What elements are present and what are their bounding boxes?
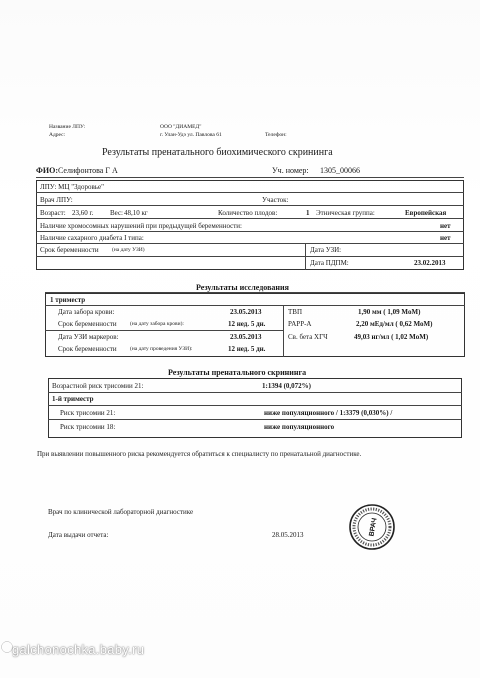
fio-label: ФИО: <box>36 166 58 175</box>
fetus-count-label: Количество плодов: <box>218 209 278 217</box>
fio-value: Селифонтова Г А <box>58 166 118 175</box>
age-label: Возраст: <box>40 209 66 217</box>
recommendation-note: При выявлении повышенного риска рекомендуется обратиться к специалисту по пренатальной диагностике. <box>37 450 362 458</box>
term-us-note: (на дату проведения УЗИ): <box>130 346 193 352</box>
blood-date-value: 23.05.2013 <box>230 308 262 316</box>
divider <box>36 192 464 193</box>
divider <box>48 392 462 393</box>
phone-label: Телефон: <box>265 132 287 138</box>
blood-date-label: Дата забора крови: <box>58 308 115 316</box>
screening-trimester: 1-й триместр <box>52 395 94 403</box>
t18-risk-label: Риск трисомии 18: <box>60 423 116 431</box>
us-date-label: Дата УЗИ: <box>310 246 342 254</box>
term-us-label: Срок беременности <box>58 345 117 353</box>
ethnic-value: Европейская <box>405 209 447 217</box>
lpu-name-label: Название ЛПУ: <box>49 124 86 130</box>
lab-doctor-label: Врач по клинической лабораторной диагностике <box>48 508 194 516</box>
t21-risk-label: Риск трисомии 21: <box>60 409 116 417</box>
stamp-text: ВРАЧ <box>368 517 379 538</box>
marker-name: Св. бета ХГЧ <box>288 333 328 341</box>
term-blood-note: (на дату забора крови): <box>130 321 184 327</box>
divider <box>283 305 284 357</box>
t21-risk-value: ниже популяционного / 1:3379 (0,030%) / <box>264 409 393 417</box>
lmp-value: 23.02.2013 <box>414 259 446 267</box>
term-blood-label: Срок беременности <box>58 320 117 328</box>
divider <box>36 231 464 232</box>
term-us-value: 12 нед. 5 дн. <box>228 345 266 353</box>
divider <box>36 218 464 219</box>
doctor-stamp <box>348 503 396 551</box>
lmp-label: Дата ПДПМ: <box>310 259 349 267</box>
reg-number-value: 1305_00066 <box>320 166 360 175</box>
marker-value: 2,20 мЕд/мл ( 0,62 MoM) <box>356 320 433 328</box>
screening-section-title: Результаты пренатального скрининга <box>168 368 307 377</box>
divider <box>36 205 464 206</box>
lpu-field: ЛПУ: МЦ "Здоровье" <box>40 183 104 191</box>
fio-underline <box>36 177 464 178</box>
term-blood-value: 12 нед. 5 дн. <box>228 320 266 328</box>
address-label: Адрес: <box>49 132 66 138</box>
us-markers-date-label: Дата УЗИ маркеров: <box>58 333 119 341</box>
marker-value: 49,03 нг/мл ( 1,02 MoM) <box>354 333 429 341</box>
issue-date-value: 28.05.2013 <box>272 531 304 539</box>
fetus-count-value: 1 <box>306 209 310 217</box>
age-value: 23,60 г. <box>72 209 94 217</box>
watermark-text: galchonochka.baby.ru <box>12 642 145 657</box>
diabetes-label: Наличие сахарного диабета I типа: <box>40 234 144 242</box>
weight-label: Вес: <box>110 209 124 217</box>
weight-value: 48,10 кг <box>124 209 148 217</box>
diabetes-value: нет <box>440 234 451 242</box>
divider <box>48 419 462 420</box>
lpu-name-value: ООО "ДИАМЕД" <box>160 124 202 130</box>
us-markers-date-value: 23.05.2013 <box>230 333 262 341</box>
t18-risk-value: ниже популяционного <box>264 423 335 431</box>
divider <box>36 256 464 257</box>
reg-number-label: Уч. номер: <box>272 166 309 175</box>
site-label: Участок: <box>262 196 289 204</box>
divider <box>45 330 283 331</box>
marker-value: 1,90 мм ( 1,09 MoM) <box>358 308 421 316</box>
page-title: Результаты пренатального биохимического скрининга <box>102 147 333 158</box>
marker-name: PAPP-A <box>288 320 312 328</box>
term-label: Срок беременности <box>40 246 99 254</box>
marker-name: ТВП <box>288 308 302 316</box>
term-note: (на дату УЗИ) <box>112 247 145 253</box>
trimester-label: 1 триместр <box>50 296 86 304</box>
chrom-value: нет <box>440 222 451 230</box>
age-risk-value: 1:1394 (0,072%) <box>262 382 311 390</box>
chrom-label: Наличие хромосомных нарушений при предыдущей беременности: <box>40 222 242 230</box>
divider <box>36 243 464 244</box>
divider <box>45 305 465 306</box>
research-section-title: Результаты исследования <box>196 283 289 292</box>
divider <box>48 405 462 406</box>
address-value: г. Улан-Удэ ул. Павлова 61 <box>160 132 222 138</box>
age-risk-label: Возрастной риск трисомии 21: <box>52 382 144 390</box>
doctor-label: Врач ЛПУ: <box>40 196 73 204</box>
ethnic-label: Этническая группа: <box>316 209 375 217</box>
issue-date-label: Дата выдачи отчета: <box>48 531 109 539</box>
